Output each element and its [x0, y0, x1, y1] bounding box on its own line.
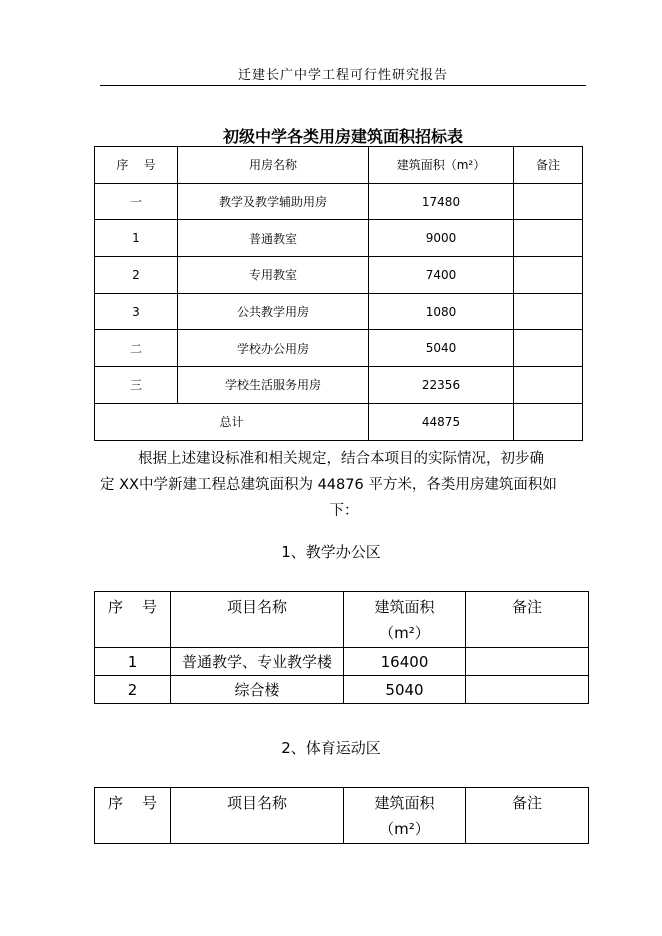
- row-area: 7400: [369, 257, 514, 294]
- row-name: 综合楼: [171, 676, 344, 704]
- table-row: [95, 367, 583, 404]
- row-note: [466, 676, 589, 704]
- page-header: 迁建长广中学工程可行性研究报告: [237, 68, 448, 83]
- row-note: [514, 330, 583, 367]
- row-note: [514, 183, 583, 220]
- header-cell-name: 项目名称: [171, 788, 344, 844]
- header-cell-note: 备注: [514, 147, 583, 184]
- row-number: 2: [95, 257, 178, 294]
- table-row: [95, 220, 583, 257]
- row-area: 5040: [369, 330, 514, 367]
- header-cell-number: 序 号: [95, 592, 171, 648]
- row-number: 三: [95, 367, 178, 404]
- header-cell-note: 备注: [466, 788, 589, 844]
- row-note: [514, 257, 583, 294]
- row-note: [514, 367, 583, 404]
- row-name: 普通教学、专业教学楼: [171, 648, 344, 676]
- row-number: 1: [95, 648, 171, 676]
- row-name: 公共教学用房: [178, 293, 369, 330]
- header-cell-area: 建筑面积（m²）: [369, 147, 514, 184]
- section-title-teaching-office: 1、教学办公区: [281, 543, 381, 561]
- row-number: 3: [95, 293, 178, 330]
- sports-table: [94, 787, 589, 844]
- row-area: 9000: [369, 220, 514, 257]
- area-table: [94, 146, 583, 441]
- header-area-unit: （m²）: [379, 820, 430, 838]
- row-note: [466, 648, 589, 676]
- row-area: 1080: [369, 293, 514, 330]
- header-area-unit: （m²）: [379, 624, 430, 642]
- header-rule: [100, 85, 586, 86]
- row-name: 专用教室: [178, 257, 369, 294]
- total-note: [514, 403, 583, 440]
- table-title: 初级中学各类用房建筑面积招标表: [222, 127, 463, 146]
- summary-paragraph: [100, 446, 588, 524]
- table-row: [95, 330, 583, 367]
- header-cell-number: 序 号: [95, 788, 171, 844]
- table-row: [95, 293, 583, 330]
- row-area: 5040: [344, 676, 466, 704]
- row-name: 教学及教学辅助用房: [178, 183, 369, 220]
- paragraph-line: 定 XX中学新建工程总建筑面积为 44876 平方米，各类用房建筑面积如: [100, 477, 557, 493]
- header-area-label: 建筑面积: [374, 794, 435, 812]
- row-number: 1: [95, 220, 178, 257]
- section-title-sports: 2、体育运动区: [281, 739, 381, 757]
- table-header-row: [95, 788, 589, 844]
- row-note: [514, 293, 583, 330]
- table-row: [95, 648, 589, 676]
- header-cell-name: 用房名称: [178, 147, 369, 184]
- table-row: [95, 257, 583, 294]
- total-label: 总计: [95, 403, 369, 440]
- table-row: [95, 676, 589, 704]
- table-row: [95, 183, 583, 220]
- table-header-row: [95, 147, 583, 184]
- total-row: [95, 403, 583, 440]
- header-cell-area: [344, 788, 466, 844]
- header-cell-area: [344, 592, 466, 648]
- row-area: 17480: [369, 183, 514, 220]
- header-area-label: 建筑面积: [374, 598, 435, 616]
- row-name: 普通教室: [178, 220, 369, 257]
- row-name: 学校办公用房: [178, 330, 369, 367]
- paragraph-line: 根据上述建设标准和相关规定，结合本项目的实际情况，初步确: [138, 451, 544, 467]
- total-value: 44875: [369, 403, 514, 440]
- row-area: 22356: [369, 367, 514, 404]
- row-number: 2: [95, 676, 171, 704]
- row-number: 二: [95, 330, 178, 367]
- row-name: 学校生活服务用房: [178, 367, 369, 404]
- paragraph-line: 下：: [329, 503, 359, 519]
- teaching-office-table: [94, 591, 589, 704]
- row-note: [514, 220, 583, 257]
- header-cell-number: 序 号: [95, 147, 178, 184]
- row-area: 16400: [344, 648, 466, 676]
- row-number: 一: [95, 183, 178, 220]
- header-cell-name: 项目名称: [171, 592, 344, 648]
- table-header-row: [95, 592, 589, 648]
- header-cell-note: 备注: [466, 592, 589, 648]
